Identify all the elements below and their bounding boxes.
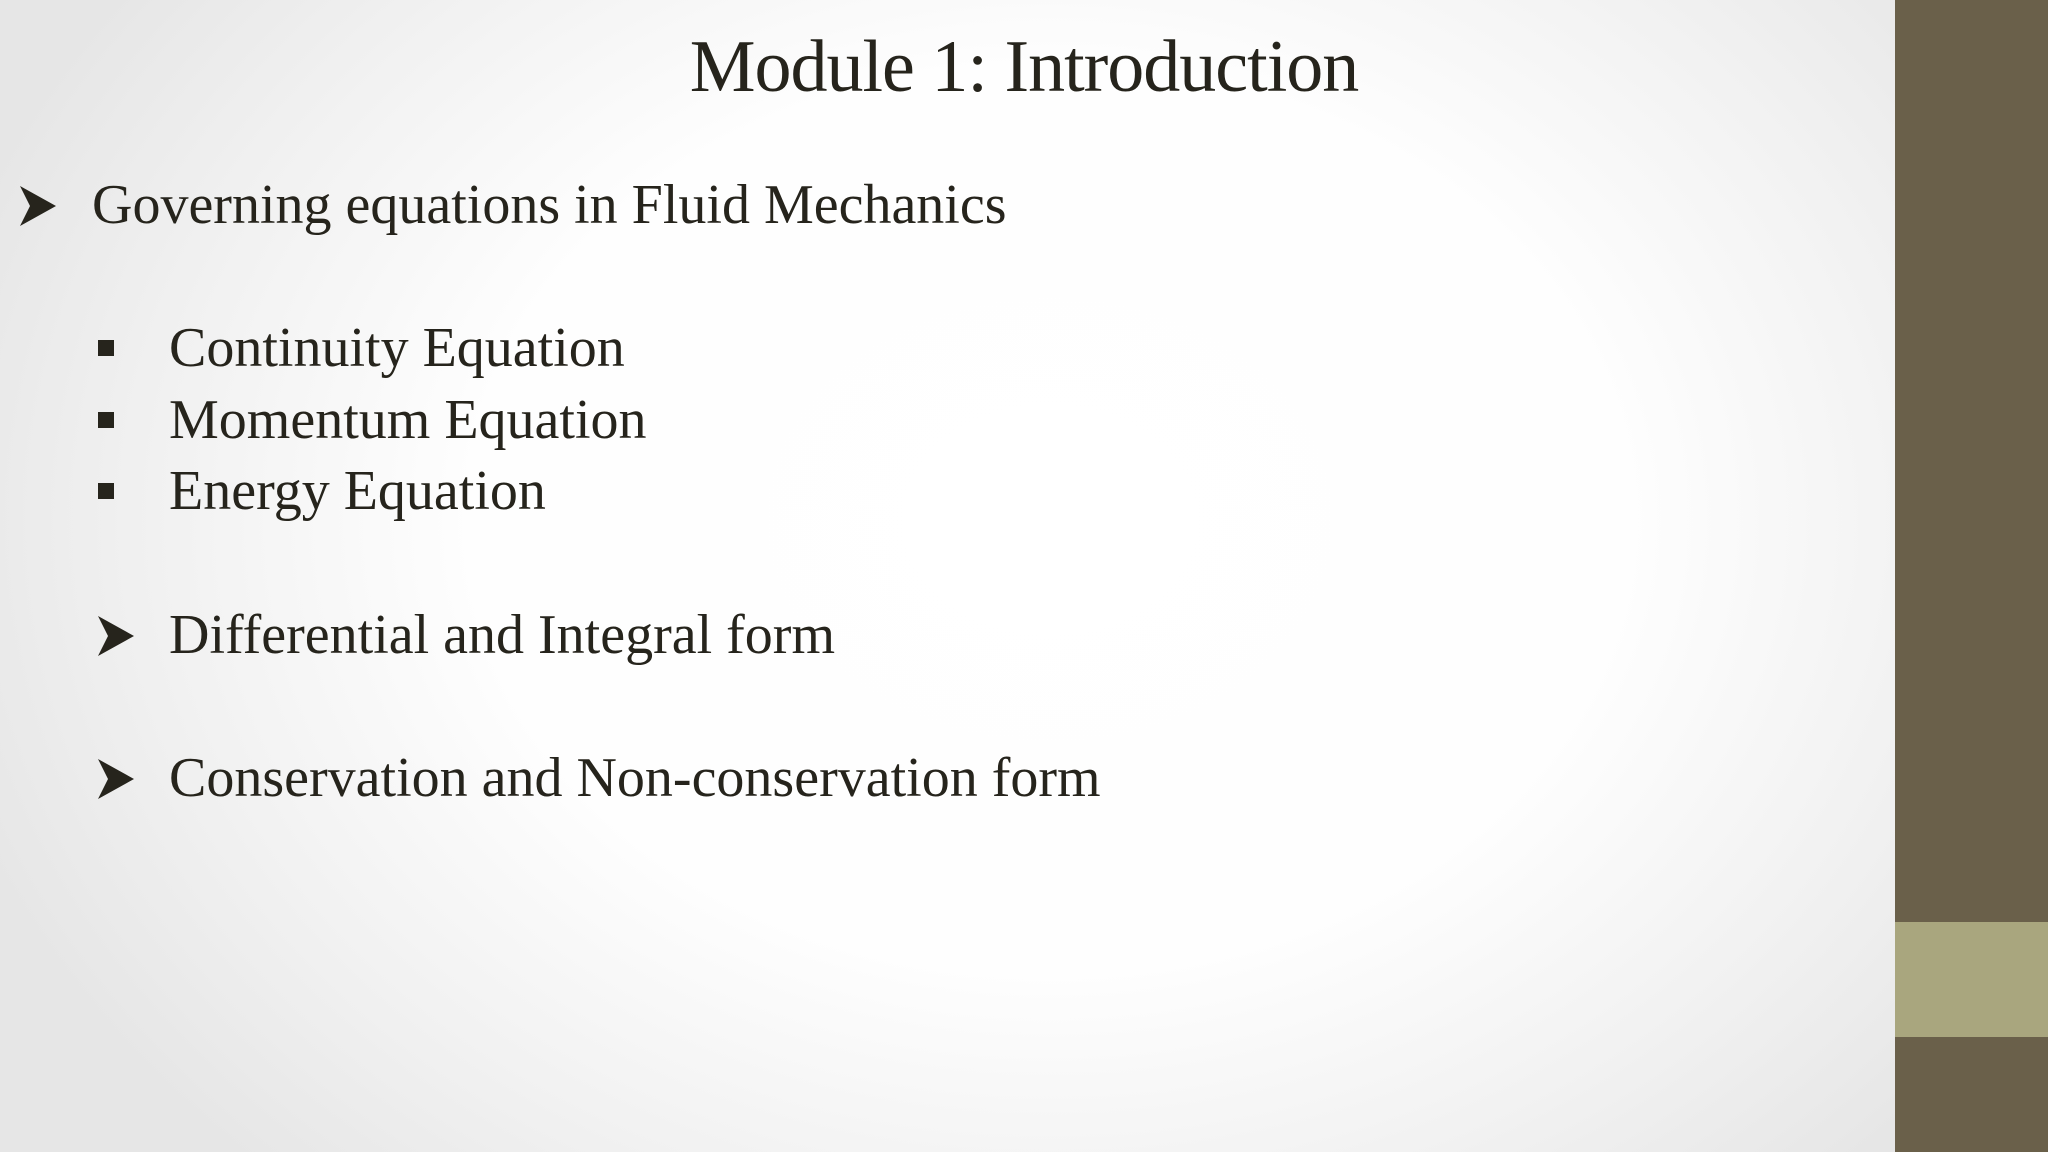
- bullet-item: [0, 170, 1200, 240]
- square-bullet-icon: [98, 412, 114, 428]
- sub-bullet-item-text: Momentum Equation: [169, 389, 647, 451]
- arrow-bullet-icon: [18, 184, 58, 228]
- arrow-bullet-icon: [96, 757, 136, 801]
- sub-bullet-item: [0, 313, 1200, 383]
- bullet-item: [0, 600, 1200, 670]
- sub-bullet-item-text: Energy Equation: [169, 460, 546, 522]
- decorative-sidebar-accent: [1895, 922, 2048, 1037]
- arrow-bullet-icon: [96, 614, 136, 658]
- square-bullet-icon: [98, 483, 114, 499]
- bullet-item: [0, 743, 1400, 813]
- bullet-item-text: Conservation and Non-conservation form: [169, 747, 1101, 809]
- slide-title: Module 1: Introduction: [689, 26, 1359, 108]
- bullet-item-text: Differential and Integral form: [169, 604, 836, 666]
- square-bullet-icon: [98, 340, 114, 356]
- sub-bullet-item: [0, 456, 1200, 526]
- bullet-item-text: Governing equations in Fluid Mechanics: [92, 174, 1007, 236]
- sub-bullet-item: [0, 385, 1200, 455]
- sub-bullet-item-text: Continuity Equation: [169, 317, 625, 379]
